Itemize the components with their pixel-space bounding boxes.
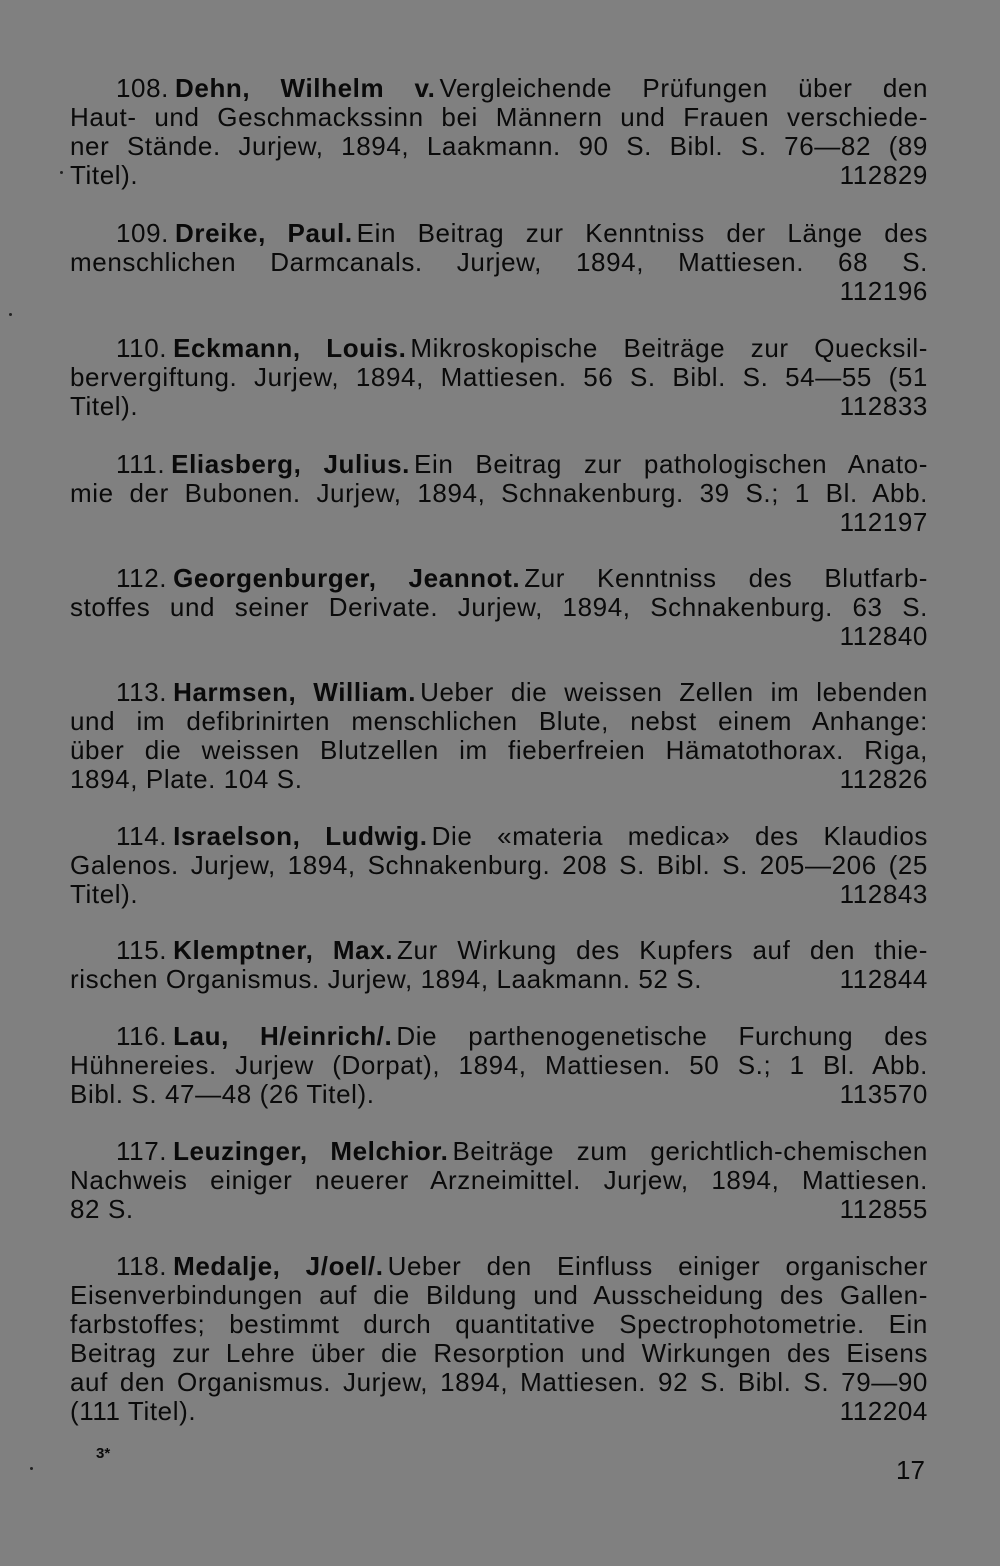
entry-first-line [70, 1022, 928, 1051]
bibliography-entry [70, 219, 928, 306]
entry-last-row [70, 1195, 928, 1224]
entry-text: Beiträge zum gerichtlich-chemischen [452, 1136, 928, 1166]
bibliography-entry [70, 936, 928, 994]
entry-first-line [70, 334, 928, 363]
entry-number: 116. [116, 1021, 168, 1051]
scan-speck [30, 1467, 33, 1470]
entry-last-row [70, 392, 928, 421]
call-number: 112833 [839, 391, 928, 421]
entry-line: Beitrag zur Lehre über die Resorption und Wirkungen des Eisens [70, 1338, 928, 1368]
entry-last-row [70, 277, 928, 306]
entry-author: Eckmann, Louis. [173, 333, 407, 363]
entry-number: 118. [116, 1251, 168, 1281]
bibliography-entry [70, 450, 928, 537]
call-number: 112197 [839, 507, 928, 537]
entry-first-line [70, 678, 928, 707]
entry-author: Georgenburger, Jeannot. [173, 563, 521, 593]
bibliography-entry [70, 822, 928, 909]
entry-first-line [70, 936, 928, 965]
entry-number: 114. [116, 821, 168, 851]
entry-text: Ein Beitrag zur pathologischen Anato- [414, 449, 928, 479]
entry-line: Hühnereies. Jurjew (Dorpat), 1894, Mattiesen. 50 S.; 1 Bl. Abb. [70, 1050, 928, 1080]
call-number: 112855 [839, 1194, 928, 1224]
entry-tail-text: Titel). [70, 879, 139, 909]
entry-first-line [70, 822, 928, 851]
entry-author: Harmsen, William. [173, 677, 417, 707]
entry-last-row [70, 508, 928, 537]
bibliography-entry [70, 1252, 928, 1426]
entry-line: und im defibrinirten menschlichen Blute, nebst einem Anhange: [70, 706, 928, 736]
bibliography-entry [70, 1022, 928, 1109]
entry-author: Klemptner, Max. [173, 935, 394, 965]
entry-number: 110. [116, 333, 168, 363]
entry-author: Leuzinger, Melchior. [173, 1136, 449, 1166]
page-number: 17 [896, 1455, 925, 1485]
call-number: 112840 [839, 621, 928, 651]
entry-first-line [70, 1137, 928, 1166]
bibliography-entry [70, 564, 928, 651]
call-number: 112826 [839, 764, 928, 794]
call-number: 112843 [839, 879, 928, 909]
entry-line: auf den Organismus. Jurjew, 1894, Mattiesen. 92 S. Bibl. S. 79—90 [70, 1367, 928, 1397]
entry-text: Ueber den Einfluss einiger organischer [387, 1251, 928, 1281]
scan-speck [60, 171, 63, 174]
entry-first-line [70, 219, 928, 248]
call-number: 112829 [839, 160, 928, 190]
bibliography-entry [70, 334, 928, 421]
entry-last-row [70, 1080, 928, 1109]
entry-tail-text: rischen Organismus. Jurjew, 1894, Laakmann. 52 S. [70, 964, 703, 994]
entry-text: Ueber die weissen Zellen im lebenden [420, 677, 928, 707]
entry-tail-text: Titel). [70, 160, 139, 190]
entry-number: 109. [116, 218, 170, 248]
entry-line: mie der Bubonen. Jurjew, 1894, Schnakenburg. 39 S.; 1 Bl. Abb. [70, 478, 928, 508]
bibliography-entry [70, 74, 928, 190]
entry-text: Vergleichende Prüfungen über den [439, 73, 929, 103]
entry-last-row [70, 965, 928, 994]
entry-first-line [70, 1252, 928, 1281]
entry-last-row [70, 1397, 928, 1426]
bibliography-entry [70, 678, 928, 794]
entry-tail-text: Titel). [70, 391, 139, 421]
entry-line: Eisenverbindungen auf die Bildung und Ausscheidung des Gallen- [70, 1280, 928, 1310]
call-number: 112204 [839, 1396, 928, 1426]
entry-number: 112. [116, 563, 168, 593]
entry-tail-text: Bibl. S. 47—48 (26 Titel). [70, 1079, 375, 1109]
entry-line: menschlichen Darmcanals. Jurjew, 1894, Mattiesen. 68 S. [70, 247, 928, 277]
entry-last-row [70, 765, 928, 794]
entry-author: Eliasberg, Julius. [171, 449, 410, 479]
entry-text: Zur Kenntniss des Blutfarb- [524, 563, 929, 593]
entry-text: Mikroskopische Beiträge zur Quecksil- [410, 333, 928, 363]
entry-line: Nachweis einiger neuerer Arzneimittel. Jurjew, 1894, Mattiesen. [70, 1165, 928, 1195]
scan-speck [9, 313, 12, 316]
entry-line: Galenos. Jurjew, 1894, Schnakenburg. 208 S. Bibl. S. 205—206 (25 [70, 850, 928, 880]
signature-mark: 3* [96, 1445, 111, 1462]
entry-tail-text: 1894, Plate. 104 S. [70, 764, 303, 794]
entry-first-line [70, 564, 928, 593]
call-number: 112844 [839, 964, 928, 994]
entry-author: Dehn, Wilhelm v. [175, 73, 436, 103]
entry-text: Ein Beitrag zur Kenntniss der Länge des [356, 218, 928, 248]
entry-line: bervergiftung. Jurjew, 1894, Mattiesen. 56 S. Bibl. S. 54—55 (51 [70, 362, 928, 392]
entry-number: 113. [116, 677, 168, 707]
entry-author: Lau, H/einrich/. [173, 1021, 393, 1051]
entry-line: Haut- und Geschmackssinn bei Männern und Frauen verschiede- [70, 102, 928, 132]
entry-text: Die parthenogenetische Furchung des [396, 1021, 928, 1051]
entry-last-row [70, 161, 928, 190]
entry-number: 117. [116, 1136, 168, 1166]
entry-line: stoffes und seiner Derivate. Jurjew, 1894, Schnakenburg. 63 S. [70, 592, 928, 622]
entry-tail-text: (111 Titel). [70, 1396, 197, 1426]
entry-last-row [70, 622, 928, 651]
entry-number: 108. [116, 73, 170, 103]
entry-author: Medalje, J/oel/. [173, 1251, 384, 1281]
entry-first-line [70, 450, 928, 479]
bibliography-entry [70, 1137, 928, 1224]
entry-author: Israelson, Ludwig. [173, 821, 428, 851]
entry-number: 115. [116, 935, 168, 965]
entry-first-line [70, 74, 928, 103]
call-number: 112196 [839, 276, 928, 306]
entry-tail-text: 82 S. [70, 1194, 134, 1224]
entry-line: über die weissen Blutzellen im fieberfreien Hämatothorax. Riga, [70, 735, 928, 765]
entry-text: Die «materia medica» des Klaudios [431, 821, 928, 851]
entry-line: ner Stände. Jurjew, 1894, Laakmann. 90 S. Bibl. S. 76—82 (89 [70, 131, 928, 161]
entry-text: Zur Wirkung des Kupfers auf den thie- [397, 935, 928, 965]
call-number: 113570 [839, 1079, 928, 1109]
entry-line: farbstoffes; bestimmt durch quantitative Spectrophotometrie. Ein [70, 1309, 928, 1339]
entry-author: Dreike, Paul. [175, 218, 353, 248]
entry-number: 111. [116, 449, 166, 479]
entry-last-row [70, 880, 928, 909]
